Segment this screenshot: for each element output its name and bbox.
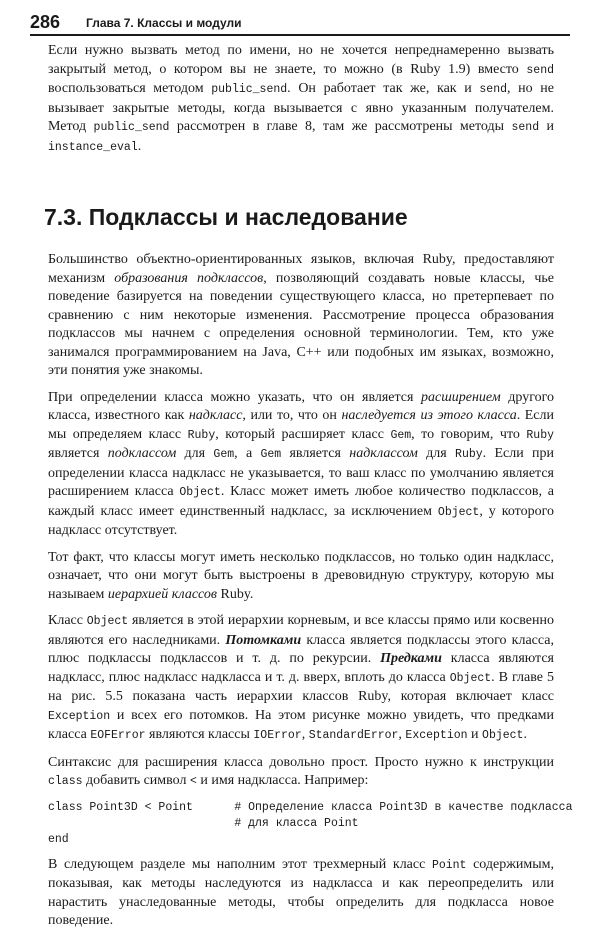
text-run: содержимым, показывая, как методы наследуются из надкласса и как переопределить или нарастить унаследованные методы, чтобы определить для подкласса новое поведение. xyxy=(48,856,555,928)
code-inline: Object xyxy=(482,729,524,742)
text-run: , или то, что он xyxy=(242,408,342,423)
paragraph-syntax xyxy=(48,754,554,792)
code-inline: Object xyxy=(449,671,492,685)
text-run: рассмотрен в главе 8, там же рассмотрены методы xyxy=(169,119,512,134)
text-run: , xyxy=(301,727,309,742)
code-inline: Object xyxy=(437,505,480,519)
text-run: и имя надкласса. Например: xyxy=(196,773,369,788)
code-inline: send xyxy=(526,63,554,77)
text-run: . xyxy=(137,138,142,154)
text-run: является xyxy=(281,446,350,461)
text-run: Большинство объектно-ориентированных языков, включая Ruby, предоставляют механизм xyxy=(48,252,554,286)
text-run: класса является подклассы этого класса, плюс подклассы подклассов и т. д. по рекурсии. xyxy=(48,632,554,666)
text-run: Тот факт, что классы могут иметь несколько подклассов, но только один надкласс, означает, что они могут быть выстроены в древовидную структуру, которую мы называем xyxy=(48,549,554,602)
text-run: Если нужно вызвать метод по имени, но не хочется непреднамеренно вызвать закрытый метод, о котором вы не знаете, то можно (в Ruby 1.9) вместо xyxy=(48,43,554,77)
text-run: и xyxy=(467,727,483,742)
code-inline: public_send xyxy=(93,121,170,134)
code-listing: class Point3D < Point # Определение класса Point3D в качестве подкласса # для класса Point end xyxy=(48,800,573,846)
term-bold-italic: Потомками xyxy=(225,632,302,648)
paragraph-superclass xyxy=(48,389,554,541)
text-run: , а xyxy=(234,446,261,461)
term-italic: подклассом xyxy=(107,446,177,461)
chapter-title: Глава 7. Классы и модули xyxy=(86,16,242,30)
running-header xyxy=(30,12,570,36)
code-inline: Object xyxy=(179,486,221,499)
text-run: . В главе 5 на рис. 5.5 показана часть иерархии классов Ruby, которая включает класс xyxy=(48,669,554,704)
text-run: , xyxy=(398,727,406,742)
text-run: является xyxy=(48,446,108,461)
text-run: являются классы xyxy=(145,727,254,742)
text-run: , который расширяет класс xyxy=(215,426,391,442)
code-inline: class xyxy=(48,775,83,788)
text-run: При определении класса можно указать, что он является xyxy=(48,389,421,405)
text-run: воспользоваться методом xyxy=(48,81,212,96)
code-inline: Exception xyxy=(405,729,468,742)
term-italic: надклассом xyxy=(349,446,418,461)
text-run: , но не вызывает закрытые методы, когда вызывается с явно указанным получателем. Метод xyxy=(48,81,554,134)
text-run: Класс xyxy=(48,613,87,628)
term-italic: образования подклассов xyxy=(114,270,264,286)
code-inline: IOError xyxy=(253,729,302,742)
text-run: , у которого надкласс отсутствует. xyxy=(48,503,555,538)
code-inline: Gem xyxy=(390,428,412,442)
term-italic: иерархией классов xyxy=(107,586,217,602)
paragraph-hierarchy xyxy=(48,549,554,605)
text-run: В следующем разделе мы наполним этот трехмерный класс xyxy=(48,856,432,872)
code-inline: send xyxy=(479,83,507,96)
term-italic: наследуется из этого класса xyxy=(341,408,517,423)
text-run: . xyxy=(523,727,527,742)
text-run: , то говорим, что xyxy=(411,426,527,442)
code-inline: Point xyxy=(431,858,467,872)
text-run: добавить символ xyxy=(82,773,190,788)
text-run: . Если при определении класса надкласс не указывается, то ваш класс по умолчанию является расширением класса xyxy=(48,446,554,499)
code-inline: instance_eval xyxy=(48,140,138,154)
code-inline: Ruby xyxy=(455,448,483,461)
code-inline: Exception xyxy=(48,709,111,723)
term-bold-italic: Предками xyxy=(380,651,442,666)
text-run: . Он работает так же, как и xyxy=(287,81,480,96)
code-inline: EOFError xyxy=(90,729,146,742)
text-run: , позволяющий создавать новые классы, чье поведение базируется на поведении существующего класса, но претерпевает по сравнению с ним некоторые изменения. Рассмотрение процесса образования подклассов мы начнем с определения основной терминологии. Тем, кто уже занимался программированием на Java, C++ или подобных им языках, возможно, эти понятия уже знакомы. xyxy=(48,270,554,378)
paragraph-descendants xyxy=(48,612,554,746)
term-italic: расширением xyxy=(420,389,501,405)
code-inline: Ruby xyxy=(526,428,555,442)
page-number: 286 xyxy=(30,12,61,32)
text-run: Ruby. xyxy=(216,586,254,602)
text-run: и xyxy=(539,119,554,134)
page-body xyxy=(44,42,573,939)
code-inline: Gem xyxy=(213,448,235,461)
code-inline: send xyxy=(511,121,540,134)
text-run: для xyxy=(417,446,456,461)
term-italic: надкласс xyxy=(188,408,243,423)
paragraph-intro xyxy=(48,251,554,381)
text-run: для xyxy=(176,446,214,461)
paragraph-public-send xyxy=(48,42,554,157)
paragraph-next-section xyxy=(48,856,554,931)
code-inline: Ruby xyxy=(187,428,216,442)
text-run: Синтаксис для расширения класса довольно прост. Просто нужно к инструкции xyxy=(48,754,554,770)
text-run: . Если мы определяем класс xyxy=(48,408,554,442)
text-run: класса являются надкласс, плюс надкласс надкласса и т. д. вверх, вплоть до класса xyxy=(48,651,555,685)
code-inline: Object xyxy=(86,615,129,628)
text-run: . Класс может иметь любое количество подклассов, а каждый класс имеет единственный надкласс, за исключением xyxy=(48,484,554,519)
code-inline: public_send xyxy=(211,83,288,96)
code-inline: Gem xyxy=(260,448,282,461)
code-inline: StandardError xyxy=(308,729,399,742)
text-run: и всех его потомков. На этом рисунке можно увидеть, что предками класса xyxy=(48,707,554,742)
code-inline: < xyxy=(189,775,197,788)
text-run: является в этой иерархии корневым, и все классы прямо или косвенно являются его наследниками. xyxy=(48,613,555,648)
text-run: другого класса, известного как xyxy=(48,389,554,423)
section-heading: 7.3. Подклассы и наследование xyxy=(44,204,408,230)
